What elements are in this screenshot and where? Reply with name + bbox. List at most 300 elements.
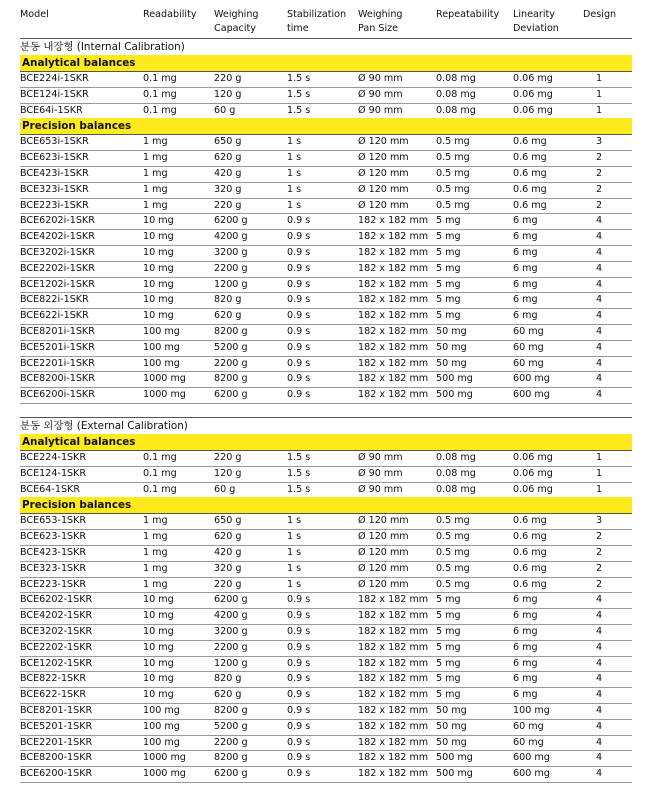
cell-capacity: 3200 g	[214, 247, 248, 258]
cell-linearity: 0.6 mg	[513, 515, 547, 527]
cell-stabilization: 0.9 s	[287, 215, 311, 227]
cell-capacity: 4200 g	[214, 231, 248, 243]
cell-design: 4	[596, 720, 603, 732]
cell-capacity: 60 g	[214, 483, 236, 495]
cell-capacity: 220 g	[214, 199, 242, 211]
group-title: Precision balances	[22, 499, 132, 512]
cell-capacity: 2200 g	[214, 262, 248, 274]
cell-linearity: 0.06 mg	[513, 452, 553, 463]
cell-stabilization: 1 s	[287, 578, 302, 590]
cell-capacity: 60 g	[214, 104, 236, 116]
cell-capacity: 2200 g	[214, 641, 248, 653]
cell-linearity: 6 mg	[513, 310, 538, 322]
cell-linearity: 6 mg	[513, 657, 538, 669]
cell-stabilization: 0.9 s	[287, 594, 311, 606]
cell-design: 4	[596, 768, 603, 780]
cell-readability: 10 mg	[143, 689, 174, 701]
cell-stabilization: 0.9 s	[287, 247, 311, 258]
cell-model: BCE124i-1SKR	[20, 88, 89, 100]
cell-linearity: 0.06 mg	[513, 467, 553, 479]
cell-model: BCE6202-1SKR	[20, 594, 93, 606]
cell-readability: 10 mg	[143, 657, 174, 669]
cell-capacity: 8200 g	[214, 705, 248, 716]
row-divider	[20, 671, 632, 672]
cell-model: BCE124-1SKR	[20, 467, 87, 479]
cell-model: BCE423i-1SKR	[20, 168, 89, 179]
cell-capacity: 620 g	[214, 689, 242, 701]
cell-design: 4	[596, 736, 603, 748]
cell-linearity: 0.6 mg	[513, 183, 547, 195]
cell-capacity: 220 g	[214, 73, 242, 84]
cell-pan-size: Ø 120 mm	[358, 578, 409, 590]
cell-design: 4	[596, 294, 603, 306]
cell-linearity: 6 mg	[513, 673, 538, 685]
cell-model: BCE8200-1SKR	[20, 752, 93, 764]
cell-repeatability: 0.5 mg	[436, 547, 470, 558]
cell-design: 1	[596, 88, 603, 100]
cell-linearity: 6 mg	[513, 247, 538, 258]
cell-capacity: 1200 g	[214, 278, 248, 290]
group-title: Analytical balances	[22, 436, 136, 448]
header-stabilization: Stabilization time	[287, 9, 347, 34]
cell-stabilization: 0.9 s	[287, 389, 311, 401]
cell-model: BCE4202-1SKR	[20, 610, 93, 622]
cell-design: 3	[596, 136, 603, 148]
cell-capacity: 820 g	[214, 294, 242, 306]
cell-readability: 10 mg	[143, 247, 174, 258]
header-readability: Readability	[143, 9, 197, 20]
row-divider	[20, 640, 632, 641]
cell-readability: 1 mg	[143, 152, 168, 164]
cell-pan-size: Ø 120 mm	[358, 136, 409, 148]
cell-capacity: 620 g	[214, 152, 242, 164]
cell-model: BCE224i-1SKR	[20, 73, 89, 84]
cell-stabilization: 0.9 s	[287, 626, 311, 637]
cell-stabilization: 1 s	[287, 547, 302, 558]
cell-capacity: 5200 g	[214, 720, 248, 732]
cell-stabilization: 1 s	[287, 168, 302, 179]
cell-repeatability: 5 mg	[436, 626, 461, 637]
cell-model: BCE6200i-1SKR	[20, 389, 95, 401]
cell-repeatability: 500 mg	[436, 768, 473, 780]
cell-pan-size: 182 x 182 mm	[358, 768, 429, 780]
cell-linearity: 60 mg	[513, 720, 544, 732]
cell-stabilization: 0.9 s	[287, 657, 311, 669]
cell-design: 2	[596, 152, 603, 164]
group-title: Analytical balances	[22, 57, 136, 69]
cell-design: 1	[596, 483, 603, 495]
cell-repeatability: 0.08 mg	[436, 452, 476, 463]
cell-linearity: 60 mg	[513, 736, 544, 748]
cell-stabilization: 1.5 s	[287, 104, 311, 116]
cell-stabilization: 0.9 s	[287, 231, 311, 243]
cell-linearity: 6 mg	[513, 626, 538, 637]
cell-readability: 100 mg	[143, 341, 180, 353]
cell-stabilization: 0.9 s	[287, 705, 311, 716]
cell-repeatability: 50 mg	[436, 326, 467, 337]
cell-pan-size: 182 x 182 mm	[358, 247, 429, 258]
cell-capacity: 120 g	[214, 467, 242, 479]
cell-repeatability: 0.08 mg	[436, 483, 476, 495]
cell-pan-size: Ø 120 mm	[358, 547, 409, 558]
cell-pan-size: 182 x 182 mm	[358, 736, 429, 748]
cell-capacity: 120 g	[214, 88, 242, 100]
cell-pan-size: 182 x 182 mm	[358, 641, 429, 653]
cell-design: 4	[596, 673, 603, 685]
cell-linearity: 6 mg	[513, 278, 538, 290]
cell-pan-size: 182 x 182 mm	[358, 294, 429, 306]
cell-model: BCE223i-1SKR	[20, 199, 89, 211]
cell-linearity: 0.06 mg	[513, 104, 553, 116]
cell-repeatability: 0.08 mg	[436, 467, 476, 479]
cell-linearity: 6 mg	[513, 294, 538, 306]
cell-stabilization: 1 s	[287, 152, 302, 164]
header-design: Design	[583, 9, 617, 20]
cell-design: 4	[596, 247, 603, 258]
cell-linearity: 0.06 mg	[513, 73, 553, 84]
cell-readability: 0.1 mg	[143, 467, 177, 479]
cell-model: BCE8201i-1SKR	[20, 326, 95, 337]
cell-readability: 100 mg	[143, 720, 180, 732]
row-divider	[20, 213, 632, 214]
cell-readability: 1 mg	[143, 199, 168, 211]
cell-design: 2	[596, 183, 603, 195]
cell-stabilization: 1.5 s	[287, 452, 311, 463]
row-divider	[20, 277, 632, 278]
cell-model: BCE224-1SKR	[20, 452, 87, 463]
cell-design: 4	[596, 626, 603, 637]
cell-repeatability: 5 mg	[436, 689, 461, 701]
row-divider	[20, 608, 632, 609]
cell-linearity: 0.6 mg	[513, 562, 547, 574]
cell-pan-size: 182 x 182 mm	[358, 610, 429, 622]
section-title: 분동 외장형 (External Calibration)	[20, 420, 188, 432]
cell-readability: 1000 mg	[143, 768, 186, 780]
cell-pan-size: 182 x 182 mm	[358, 357, 429, 369]
cell-model: BCE64-1SKR	[20, 483, 80, 495]
cell-model: BCE822-1SKR	[20, 673, 87, 685]
cell-pan-size: Ø 90 mm	[358, 88, 403, 100]
cell-repeatability: 5 mg	[436, 610, 461, 622]
cell-model: BCE223-1SKR	[20, 578, 87, 590]
table-header	[0, 8, 649, 38]
cell-readability: 1 mg	[143, 515, 168, 527]
cell-pan-size: Ø 90 mm	[358, 104, 403, 116]
cell-stabilization: 0.9 s	[287, 720, 311, 732]
header-pan-size: Weighing Pan Size	[358, 9, 403, 34]
cell-capacity: 620 g	[214, 310, 242, 322]
cell-stabilization: 0.9 s	[287, 641, 311, 653]
cell-capacity: 650 g	[214, 136, 242, 148]
cell-stabilization: 0.9 s	[287, 326, 311, 337]
cell-design: 4	[596, 689, 603, 701]
cell-pan-size: 182 x 182 mm	[358, 278, 429, 290]
cell-pan-size: 182 x 182 mm	[358, 215, 429, 227]
cell-design: 4	[596, 610, 603, 622]
cell-design: 4	[596, 231, 603, 243]
cell-linearity: 0.6 mg	[513, 578, 547, 590]
cell-linearity: 0.6 mg	[513, 547, 547, 558]
cell-readability: 10 mg	[143, 294, 174, 306]
header-linearity: Linearity Deviation	[513, 9, 559, 34]
group-title: Precision balances	[22, 120, 132, 133]
row-divider	[20, 308, 632, 309]
group-band	[20, 434, 632, 450]
cell-linearity: 6 mg	[513, 594, 538, 606]
cell-linearity: 0.6 mg	[513, 168, 547, 179]
cell-design: 4	[596, 262, 603, 274]
cell-design: 4	[596, 705, 603, 716]
cell-model: BCE423-1SKR	[20, 547, 87, 558]
cell-pan-size: 182 x 182 mm	[358, 752, 429, 764]
cell-linearity: 0.06 mg	[513, 483, 553, 495]
cell-repeatability: 0.5 mg	[436, 183, 470, 195]
cell-linearity: 0.6 mg	[513, 152, 547, 164]
cell-capacity: 420 g	[214, 547, 242, 558]
cell-pan-size: Ø 90 mm	[358, 452, 403, 463]
cell-readability: 10 mg	[143, 626, 174, 637]
cell-linearity: 6 mg	[513, 689, 538, 701]
cell-stabilization: 0.9 s	[287, 752, 311, 764]
cell-pan-size: 182 x 182 mm	[358, 705, 429, 716]
cell-repeatability: 0.5 mg	[436, 199, 470, 211]
cell-repeatability: 50 mg	[436, 357, 467, 369]
cell-linearity: 6 mg	[513, 641, 538, 653]
cell-model: BCE623-1SKR	[20, 531, 87, 543]
cell-design: 1	[596, 452, 603, 463]
cell-model: BCE2201-1SKR	[20, 736, 93, 748]
cell-stabilization: 1.5 s	[287, 483, 311, 495]
cell-readability: 10 mg	[143, 310, 174, 322]
cell-model: BCE64i-1SKR	[20, 104, 83, 116]
cell-pan-size: Ø 120 mm	[358, 199, 409, 211]
cell-design: 4	[596, 389, 603, 401]
row-divider	[20, 656, 632, 657]
cell-pan-size: Ø 120 mm	[358, 183, 409, 195]
cell-stabilization: 0.9 s	[287, 768, 311, 780]
cell-readability: 1 mg	[143, 183, 168, 195]
row-divider	[20, 292, 632, 293]
cell-readability: 0.1 mg	[143, 73, 177, 84]
cell-design: 1	[596, 73, 603, 84]
cell-readability: 0.1 mg	[143, 483, 177, 495]
cell-stabilization: 0.9 s	[287, 357, 311, 369]
cell-readability: 0.1 mg	[143, 104, 177, 116]
cell-readability: 0.1 mg	[143, 452, 177, 463]
cell-capacity: 8200 g	[214, 326, 248, 337]
cell-stabilization: 1.5 s	[287, 467, 311, 479]
cell-repeatability: 5 mg	[436, 310, 461, 322]
cell-linearity: 600 mg	[513, 768, 550, 780]
cell-design: 4	[596, 278, 603, 290]
cell-pan-size: Ø 120 mm	[358, 531, 409, 543]
cell-pan-size: Ø 90 mm	[358, 483, 403, 495]
cell-capacity: 2200 g	[214, 736, 248, 748]
cell-capacity: 420 g	[214, 168, 242, 179]
cell-readability: 1000 mg	[143, 752, 186, 764]
cell-stabilization: 0.9 s	[287, 610, 311, 622]
cell-model: BCE5201-1SKR	[20, 720, 93, 732]
cell-stabilization: 1 s	[287, 199, 302, 211]
cell-capacity: 4200 g	[214, 610, 248, 622]
cell-capacity: 220 g	[214, 452, 242, 463]
cell-stabilization: 1.5 s	[287, 88, 311, 100]
cell-capacity: 6200 g	[214, 768, 248, 780]
cell-design: 2	[596, 562, 603, 574]
cell-readability: 1 mg	[143, 531, 168, 543]
cell-design: 4	[596, 657, 603, 669]
cell-model: BCE822i-1SKR	[20, 294, 89, 306]
cell-design: 4	[596, 357, 603, 369]
cell-repeatability: 5 mg	[436, 673, 461, 685]
cell-repeatability: 0.08 mg	[436, 88, 476, 100]
cell-capacity: 6200 g	[214, 215, 248, 227]
cell-linearity: 60 mg	[513, 326, 544, 337]
cell-capacity: 8200 g	[214, 373, 248, 385]
cell-design: 4	[596, 326, 603, 337]
cell-pan-size: Ø 90 mm	[358, 73, 403, 84]
cell-pan-size: Ø 120 mm	[358, 168, 409, 179]
row-divider	[20, 687, 632, 688]
cell-repeatability: 5 mg	[436, 231, 461, 243]
cell-design: 4	[596, 310, 603, 322]
cell-stabilization: 0.9 s	[287, 341, 311, 353]
cell-readability: 100 mg	[143, 357, 180, 369]
cell-repeatability: 0.08 mg	[436, 73, 476, 84]
cell-stabilization: 1 s	[287, 136, 302, 148]
cell-readability: 1 mg	[143, 547, 168, 558]
cell-linearity: 60 mg	[513, 357, 544, 369]
cell-readability: 1000 mg	[143, 389, 186, 401]
cell-model: BCE4202i-1SKR	[20, 231, 95, 243]
cell-readability: 0.1 mg	[143, 88, 177, 100]
cell-pan-size: Ø 120 mm	[358, 515, 409, 527]
row-divider	[20, 592, 632, 593]
cell-readability: 100 mg	[143, 326, 180, 337]
row-divider	[20, 624, 632, 625]
cell-pan-size: Ø 120 mm	[358, 152, 409, 164]
cell-model: BCE6200-1SKR	[20, 768, 93, 780]
cell-design: 4	[596, 752, 603, 764]
cell-capacity: 320 g	[214, 183, 242, 195]
cell-pan-size: 182 x 182 mm	[358, 673, 429, 685]
cell-linearity: 0.06 mg	[513, 88, 553, 100]
header-repeatability: Repeatability	[436, 9, 500, 20]
cell-capacity: 1200 g	[214, 657, 248, 669]
cell-model: BCE623i-1SKR	[20, 152, 89, 164]
cell-model: BCE1202i-1SKR	[20, 278, 95, 290]
cell-model: BCE323-1SKR	[20, 562, 87, 574]
cell-repeatability: 5 mg	[436, 247, 461, 258]
cell-stabilization: 0.9 s	[287, 689, 311, 701]
cell-linearity: 6 mg	[513, 231, 538, 243]
group-band	[20, 118, 632, 134]
cell-model: BCE5201i-1SKR	[20, 341, 95, 353]
cell-repeatability: 5 mg	[436, 262, 461, 274]
cell-repeatability: 5 mg	[436, 657, 461, 669]
cell-design: 2	[596, 199, 603, 211]
cell-stabilization: 1 s	[287, 562, 302, 574]
cell-pan-size: 182 x 182 mm	[358, 231, 429, 243]
cell-model: BCE8200i-1SKR	[20, 373, 95, 385]
cell-model: BCE2201i-1SKR	[20, 357, 95, 369]
cell-capacity: 3200 g	[214, 626, 248, 637]
row-divider	[20, 245, 632, 246]
cell-model: BCE653i-1SKR	[20, 136, 89, 148]
cell-model: BCE2202i-1SKR	[20, 262, 95, 274]
cell-model: BCE3202i-1SKR	[20, 247, 95, 258]
cell-capacity: 620 g	[214, 531, 242, 543]
cell-repeatability: 0.5 mg	[436, 562, 470, 574]
cell-design: 4	[596, 373, 603, 385]
cell-repeatability: 0.5 mg	[436, 168, 470, 179]
cell-pan-size: 182 x 182 mm	[358, 310, 429, 322]
cell-stabilization: 1 s	[287, 515, 302, 527]
cell-repeatability: 500 mg	[436, 752, 473, 764]
cell-design: 2	[596, 531, 603, 543]
cell-linearity: 60 mg	[513, 341, 544, 353]
cell-capacity: 5200 g	[214, 341, 248, 353]
cell-design: 2	[596, 168, 603, 179]
cell-stabilization: 0.9 s	[287, 310, 311, 322]
header-capacity: Weighing Capacity	[214, 9, 259, 34]
cell-repeatability: 50 mg	[436, 341, 467, 353]
cell-readability: 1 mg	[143, 578, 168, 590]
cell-model: BCE8201-1SKR	[20, 705, 93, 716]
cell-capacity: 6200 g	[214, 594, 248, 606]
cell-repeatability: 0.5 mg	[436, 152, 470, 164]
cell-pan-size: Ø 90 mm	[358, 467, 403, 479]
cell-model: BCE2202-1SKR	[20, 641, 93, 653]
cell-model: BCE6202i-1SKR	[20, 215, 95, 227]
cell-readability: 10 mg	[143, 594, 174, 606]
row-divider	[20, 229, 632, 230]
cell-pan-size: 182 x 182 mm	[358, 626, 429, 637]
cell-repeatability: 5 mg	[436, 215, 461, 227]
cell-model: BCE323i-1SKR	[20, 183, 89, 195]
cell-stabilization: 0.9 s	[287, 673, 311, 685]
group-band	[20, 55, 632, 71]
row-divider	[20, 782, 632, 783]
cell-pan-size: 182 x 182 mm	[358, 689, 429, 701]
cell-readability: 1 mg	[143, 562, 168, 574]
cell-repeatability: 5 mg	[436, 594, 461, 606]
cell-linearity: 600 mg	[513, 389, 550, 401]
cell-pan-size: Ø 120 mm	[358, 562, 409, 574]
cell-stabilization: 1 s	[287, 531, 302, 543]
cell-pan-size: 182 x 182 mm	[358, 341, 429, 353]
cell-linearity: 6 mg	[513, 262, 538, 274]
cell-capacity: 8200 g	[214, 752, 248, 764]
cell-model: BCE622i-1SKR	[20, 310, 89, 322]
cell-stabilization: 1 s	[287, 183, 302, 195]
cell-linearity: 6 mg	[513, 215, 538, 227]
cell-capacity: 220 g	[214, 578, 242, 590]
cell-design: 1	[596, 467, 603, 479]
cell-design: 4	[596, 341, 603, 353]
cell-linearity: 0.6 mg	[513, 136, 547, 148]
cell-capacity: 6200 g	[214, 389, 248, 401]
cell-design: 4	[596, 594, 603, 606]
cell-design: 4	[596, 215, 603, 227]
cell-model: BCE622-1SKR	[20, 689, 87, 701]
cell-capacity: 820 g	[214, 673, 242, 685]
cell-stabilization: 0.9 s	[287, 373, 311, 385]
cell-readability: 10 mg	[143, 673, 174, 685]
cell-stabilization: 0.9 s	[287, 736, 311, 748]
cell-model: BCE3202-1SKR	[20, 626, 93, 637]
cell-pan-size: 182 x 182 mm	[358, 326, 429, 337]
